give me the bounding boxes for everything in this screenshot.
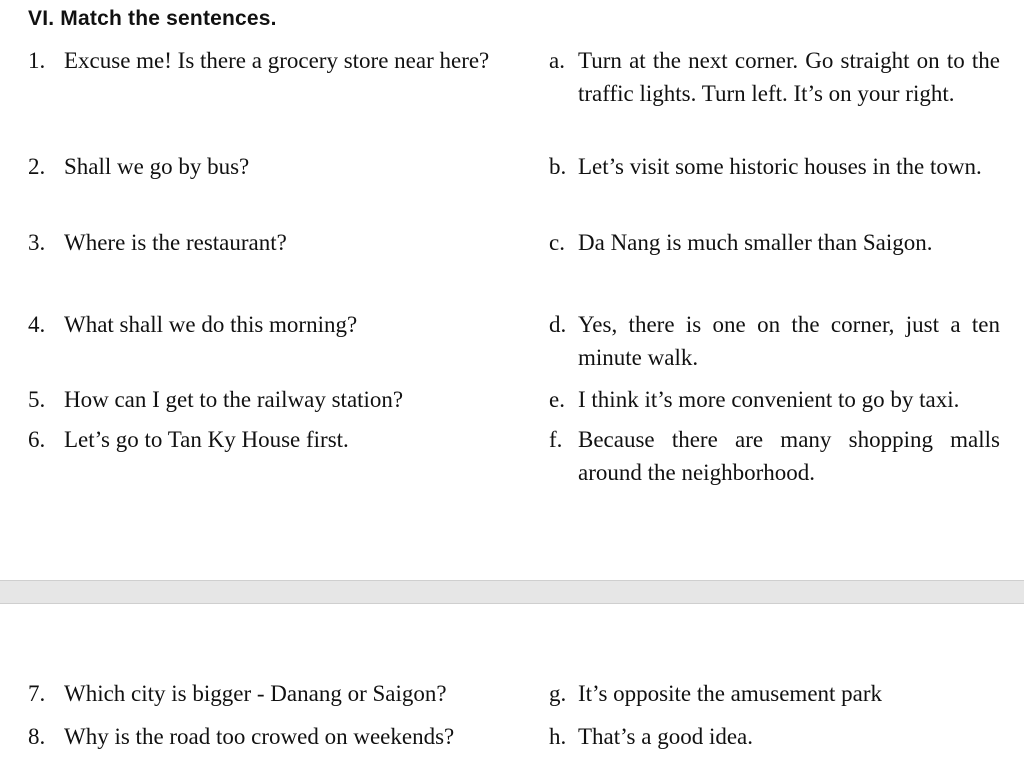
answer-letter: d.	[549, 312, 567, 337]
question-text: Which city is bigger - Danang or Saigon?	[64, 681, 447, 706]
question-text: Why is the road too crowed on weekends?	[64, 724, 455, 749]
answer-letter: e.	[549, 387, 565, 412]
answer-text: I think it’s more convenient to go by taxi.	[578, 387, 960, 412]
answer-text: It’s opposite the amusement park	[578, 681, 883, 706]
answer-item	[549, 720, 1000, 753]
answer-item	[549, 150, 1000, 183]
answer-letter: h.	[549, 724, 567, 749]
question-number: 8.	[28, 724, 46, 749]
question-number: 4.	[28, 312, 46, 337]
answer-letter: a.	[549, 48, 565, 73]
answer-text: Because there are many shopping malls around the neighborhood.	[578, 427, 1000, 485]
question-item	[28, 44, 489, 77]
question-item	[28, 677, 447, 710]
answer-item	[549, 423, 1000, 489]
question-item	[28, 423, 349, 456]
question-text: How can I get to the railway station?	[64, 387, 404, 412]
answer-text: Turn at the next corner. Go straight on to the traffic lights. Turn left. It’s on your right.	[578, 48, 1000, 106]
answer-item	[549, 226, 1000, 259]
question-number: 6.	[28, 427, 46, 452]
question-text: Shall we go by bus?	[64, 154, 250, 179]
answer-item	[549, 677, 1000, 710]
answer-item	[549, 44, 1000, 110]
question-item	[28, 383, 403, 416]
question-item	[28, 720, 454, 753]
question-item	[28, 308, 357, 341]
answer-text: Let’s visit some historic houses in the town.	[578, 154, 982, 179]
question-text: Where is the restaurant?	[64, 230, 287, 255]
answer-letter: b.	[549, 154, 567, 179]
question-number: 1.	[28, 48, 46, 73]
page-break-divider	[0, 580, 1024, 604]
answer-text: Yes, there is one on the corner, just a ten minute walk.	[578, 312, 1000, 370]
question-number: 2.	[28, 154, 46, 179]
question-item	[28, 226, 287, 259]
answer-text: That’s a good idea.	[578, 724, 754, 749]
question-item	[28, 150, 249, 183]
answer-letter: g.	[549, 681, 567, 706]
answer-letter: f.	[549, 427, 563, 452]
question-text: Let’s go to Tan Ky House first.	[64, 427, 349, 452]
exercise-title: VI. Match the sentences.	[28, 7, 277, 30]
answer-text: Da Nang is much smaller than Saigon.	[578, 230, 933, 255]
question-number: 7.	[28, 681, 46, 706]
question-number: 3.	[28, 230, 46, 255]
question-text: Excuse me! Is there a grocery store near here?	[64, 48, 490, 73]
question-number: 5.	[28, 387, 46, 412]
answer-letter: c.	[549, 230, 565, 255]
question-text: What shall we do this morning?	[64, 312, 358, 337]
answer-item	[549, 383, 1000, 416]
answer-item	[549, 308, 1000, 374]
